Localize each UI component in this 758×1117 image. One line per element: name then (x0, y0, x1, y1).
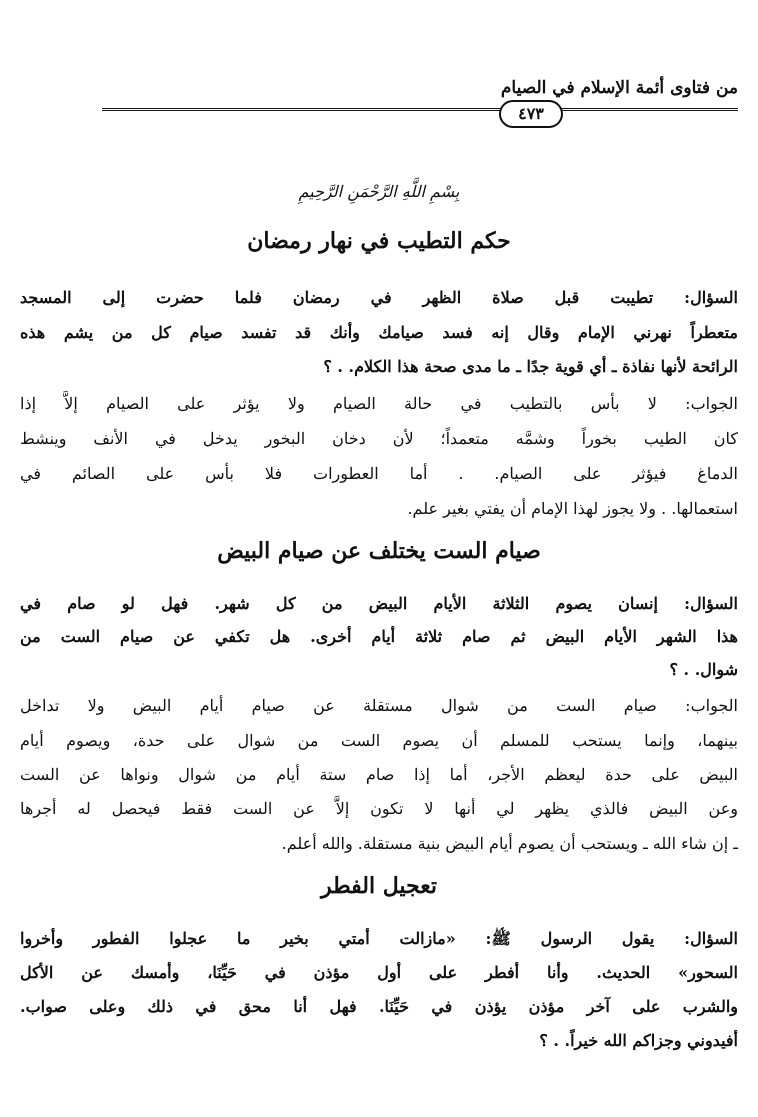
question-line: متعطراً نهرني الإمام وقال إنه فسد صيامك وأنك قد تفسد صيام كل من يشم هذه (20, 323, 738, 342)
running-title: من فتاوى أئمة الإسلام في الصيام (500, 78, 738, 98)
header-rule (102, 108, 738, 111)
question-line: السؤال: إنسان يصوم الثلاثة الأيام البيض من كل شهر. فهل لو صام في (20, 594, 738, 613)
section-heading: صيام الست يختلف عن صيام البيض (217, 538, 541, 564)
answer-line: الجواب: صيام الست من شوال مستقلة عن صيام أيام البيض ولا تداخل (20, 696, 738, 715)
answer-line: ـ إن شاء الله ـ ويستحب أن يصوم أيام البيض بنية مستقلة. والله أعلم. (281, 834, 738, 853)
question-line: والشرب على آخر مؤذن يؤذن في حَيِّنَا. فهل أنا محق في ذلك وعلى صواب. (20, 997, 738, 1016)
page-number: ٤٧٣ (499, 100, 563, 128)
section-heading: حكم التطيب في نهار رمضان (247, 228, 511, 254)
answer-line: وعن البيض فالذي يظهر لي أنها لا تكون إلاَّ عن الست فقط فيحصل له أجرها (20, 799, 738, 818)
question-line: السؤال: يقول الرسول ﷺ: «مازالت أمتي بخير ما عجلوا الفطور وأخروا (20, 929, 738, 948)
question-line: الرائحة لأنها نفاذة ـ أي قوية جدًا ـ ما مدى صحة هذا الكلام. . ؟ (323, 357, 738, 376)
answer-line: الجواب: لا بأس بالتطيب في حالة الصيام ولا يؤثر على الصيام إلاَّ إذا (20, 394, 738, 413)
question-line: هذا الشهر الأيام البيض ثم صام ثلاثة أيام أخرى. هل تكفي عن صيام الست من (20, 627, 738, 646)
question-line: شوال. . ؟ (669, 660, 738, 679)
answer-line: كان الطيب بخوراً وشمَّه متعمداً؛ لأن دخان البخور يدخل في الأنف وينشط (20, 429, 738, 448)
answer-line: بينهما، وإنما يستحب للمسلم أن يصوم الست من شوال على حدة، ويصوم أيام (20, 731, 738, 750)
basmala: بِسْمِ اللَّهِ الرَّحْمَنِ الرَّحِيمِ (298, 182, 460, 201)
answer-line: استعمالها. . ولا يجوز لهذا الإمام أن يفتي بغير علم. (407, 499, 738, 518)
question-line: أفيدوني وجزاكم الله خيراً. . ؟ (539, 1031, 738, 1050)
section-heading: تعجيل الفطر (320, 873, 438, 899)
answer-line: الدماغ فيؤثر على الصيام. . أما العطورات فلا بأس على الصائم في (20, 464, 738, 483)
question-line: السحور» الحديث. وأنا أفطر على أول مؤذن في حَيِّنَا، وأمسك عن الأكل (20, 963, 738, 982)
question-line: السؤال: تطيبت قبل صلاة الظهر في رمضان فلما حضرت إلى المسجد (20, 288, 738, 307)
answer-line: البيض على حدة ليعظم الأجر، أما إذا صام ستة أيام من شوال ونواها عن الست (20, 765, 738, 784)
